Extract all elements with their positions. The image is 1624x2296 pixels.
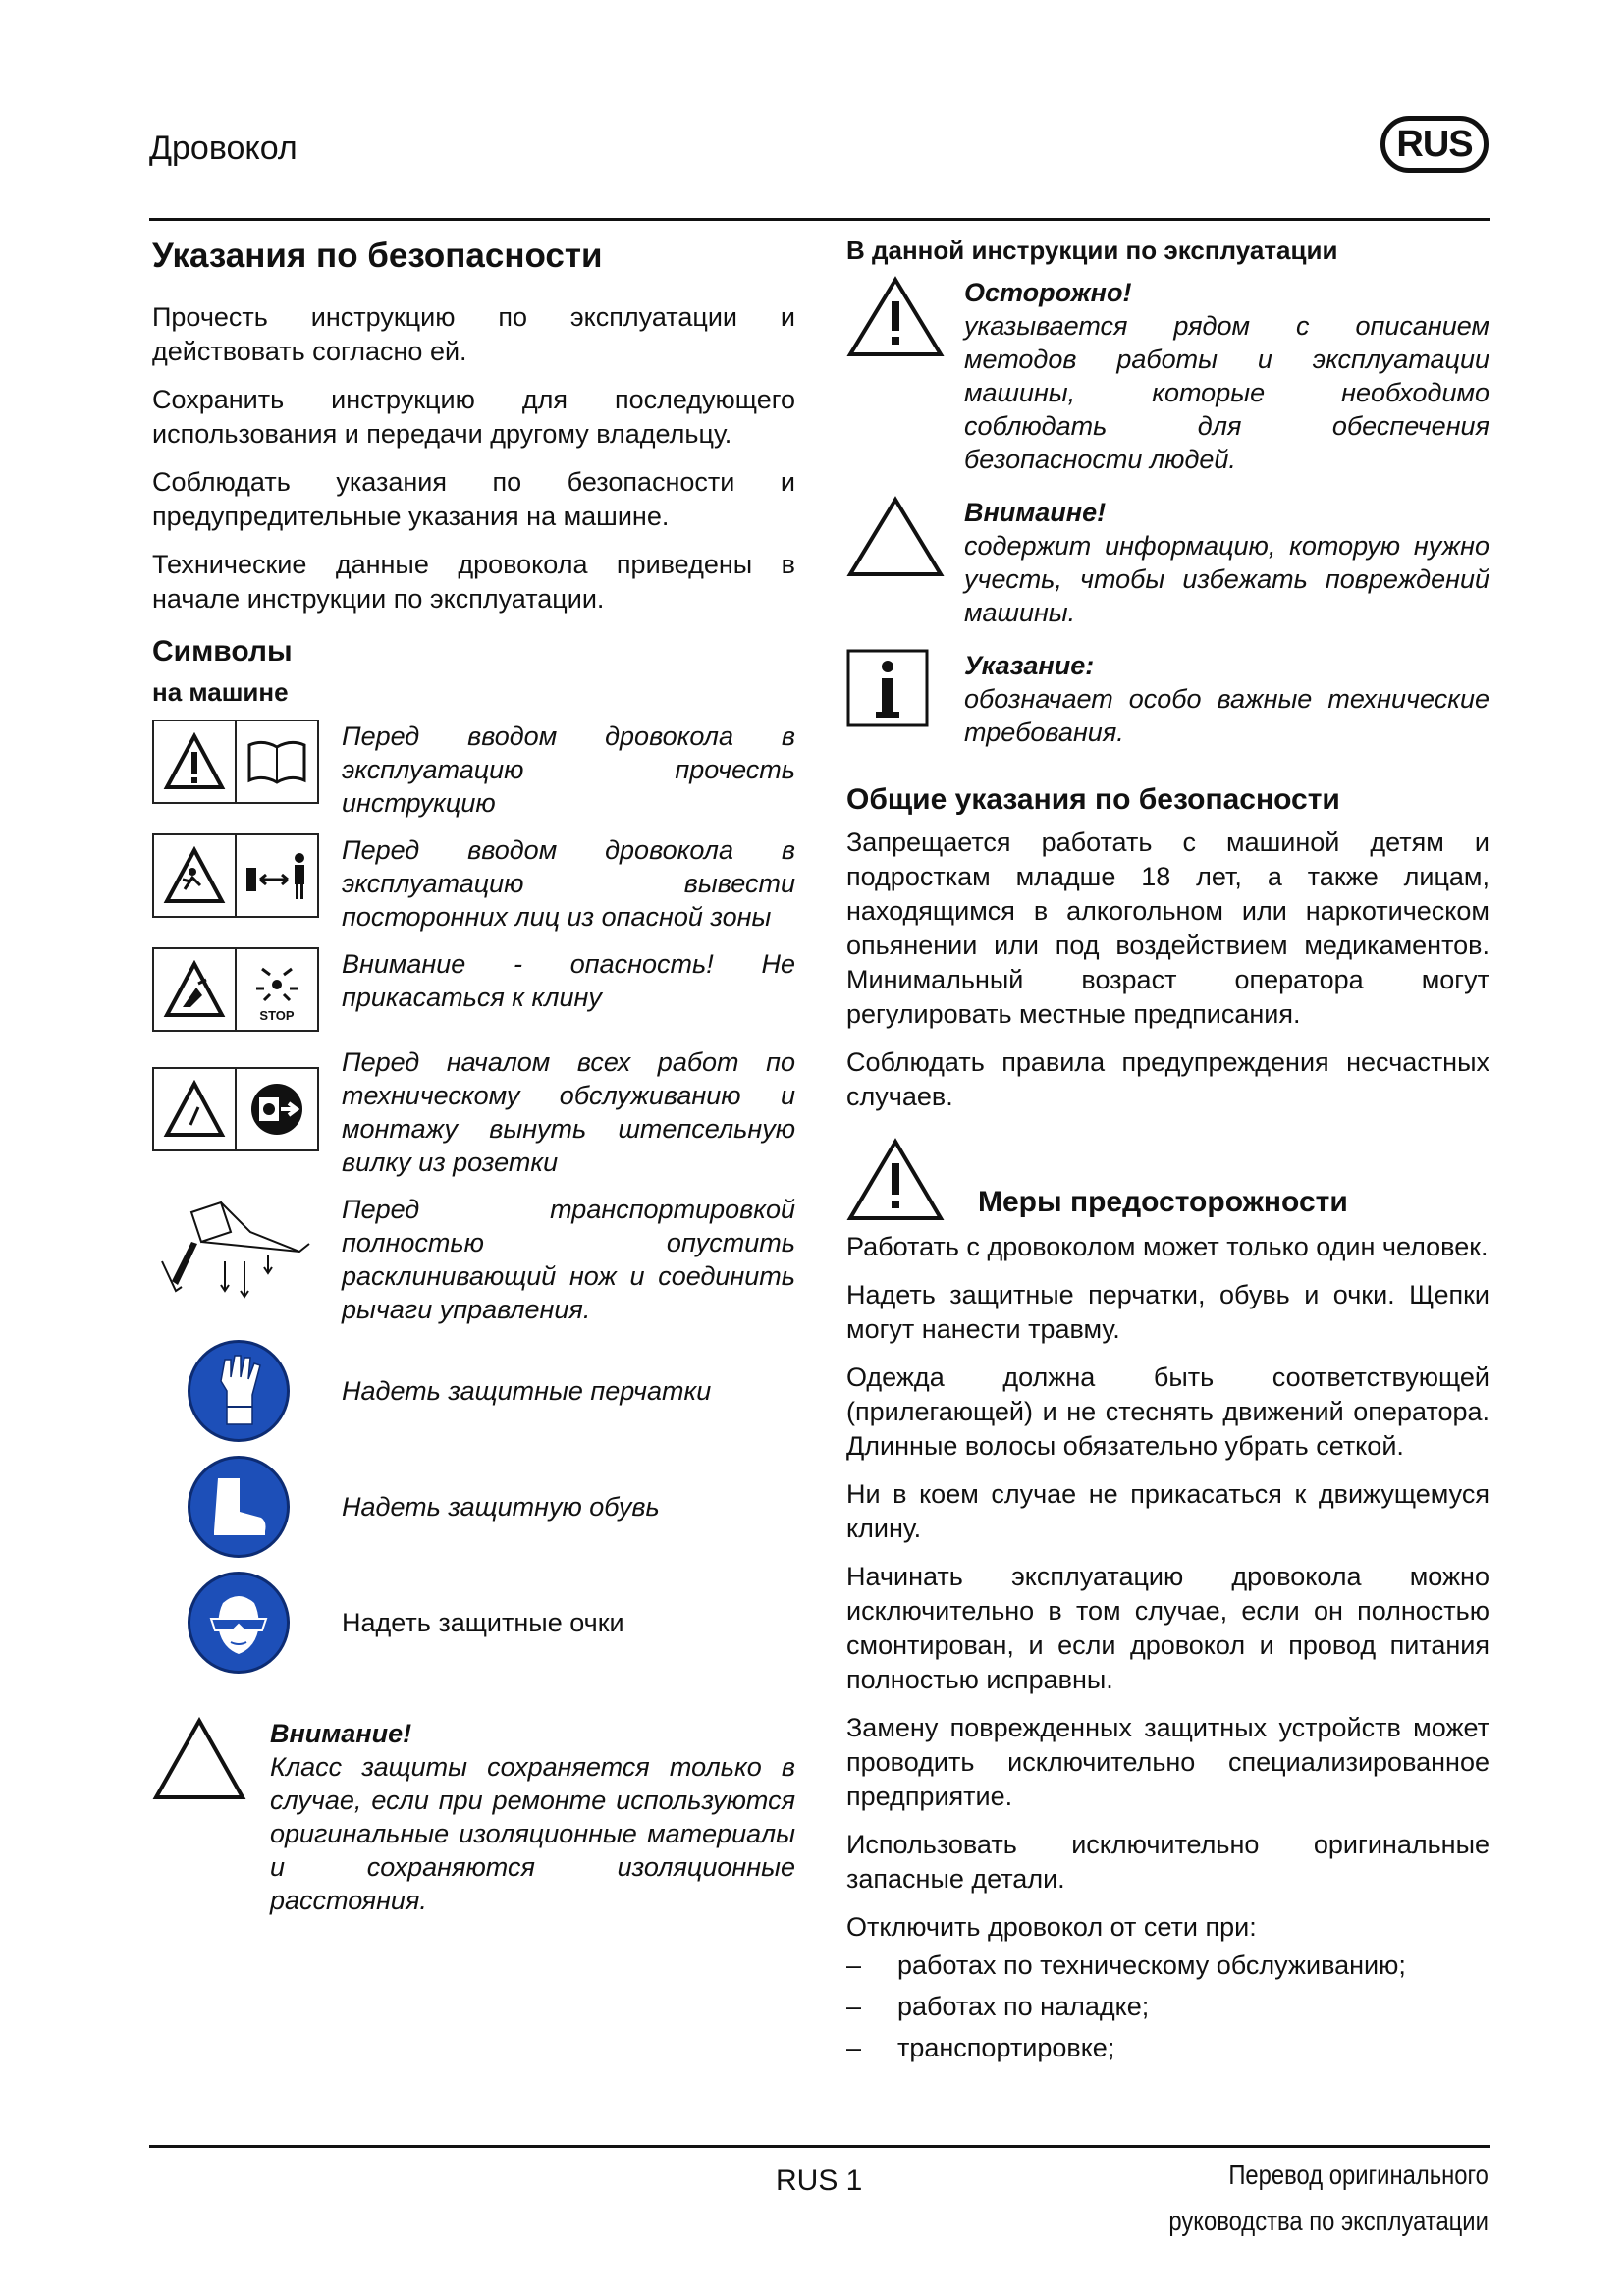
disconnect-list xyxy=(846,1949,1489,2064)
safety-glasses-icon xyxy=(188,1572,290,1674)
list-item: – работах по техническому обслуживанию; xyxy=(846,1949,1489,1982)
symbol-description: Надеть защитные перчатки xyxy=(342,1376,712,1407)
symbol-description: Перед транспортировкой полностью опустить расклинивающий нож и соединить рычаги управления. xyxy=(342,1195,795,1325)
symbol-row xyxy=(152,1045,795,1179)
precautions-heading: Меры предосторожности xyxy=(978,1186,1348,1219)
right-column xyxy=(846,236,1489,2072)
svg-text:STOP: STOP xyxy=(259,1008,295,1024)
warning-unplug-icon xyxy=(152,1067,319,1151)
warning-read-manual-icon xyxy=(152,720,319,804)
language-badge: RUS xyxy=(1380,116,1489,173)
note-text: указывается рядом с описанием методов работы и эксплуатации машины, которые необходимо соблюдать для обеспечения безопасности людей. xyxy=(964,311,1489,475)
footer-divider xyxy=(149,2145,1490,2148)
warning-do-not-touch-wedge-icon xyxy=(152,947,319,1032)
transport-position-icon xyxy=(152,1193,319,1308)
paragraph: Технические данные дровокола приведены в начале инструкции по эксплуатации. xyxy=(152,550,795,614)
note-title: Указание: xyxy=(964,651,1095,681)
symbol-row xyxy=(152,947,795,1032)
symbols-heading: Символы xyxy=(152,635,293,667)
info-icon xyxy=(846,649,929,727)
document-title: Дровокол xyxy=(149,130,298,167)
page-number: RUS 1 xyxy=(776,2164,863,2197)
paragraph: Запрещается работать с машиной детям и подросткам младше 18 лет, а также лицам, находящимся в алкогольном или наркотическом опьянении или под воздействием медикаментов. Минимальный возраст оператора могут регулировать местные предписания. xyxy=(846,828,1489,1030)
safety-boots-icon xyxy=(188,1456,290,1558)
attention-text: Класс защиты сохраняется только в случае, если при ремонте используются оригинальные изоляционные материалы и сохраняются изоляционные расстояния. xyxy=(270,1752,795,1916)
symbol-description: Надеть защитные очки xyxy=(342,1608,624,1638)
attention-icon xyxy=(846,496,945,578)
paragraph: Отключить дровокол от сети при: xyxy=(846,1912,1257,1943)
paragraph: Прочесть инструкцию по эксплуатации и действовать согласно ей. xyxy=(152,302,795,366)
symbol-description: Перед вводом дровокола в эксплуатацию прочесть инструкцию xyxy=(342,721,795,819)
caution-note xyxy=(846,276,1489,476)
attention-triangle-icon xyxy=(152,1717,246,1801)
general-safety-heading: Общие указания по безопасности xyxy=(846,783,1340,817)
attention-note xyxy=(846,496,1489,629)
intro-heading: В данной инструкции по эксплуатации xyxy=(846,236,1338,265)
symbol-row xyxy=(152,1340,795,1442)
info-note xyxy=(846,649,1489,749)
note-text: содержит информацию, которую нужно учесть, чтобы избежать повреждений машины. xyxy=(964,531,1489,628)
symbol-description: Перед вводом дровокола в эксплуатацию вывести посторонних лиц из опасной зоны xyxy=(342,835,795,933)
attention-note xyxy=(152,1717,795,1917)
paragraph: Начинать эксплуатацию дровокола можно исключительно в том случае, если он полностью смонтирован, и если дровокол и провод питания полностью исправны. xyxy=(846,1562,1489,1695)
header-divider xyxy=(149,218,1490,221)
note-text: обозначает особо важные технические требования. xyxy=(964,684,1489,748)
translation-note xyxy=(1169,2152,1489,2244)
warning-keep-away-icon xyxy=(152,833,319,918)
symbol-description: Внимание - опасность! Не прикасаться к клину xyxy=(342,949,795,1013)
paragraph: Соблюдать правила предупреждения несчастных случаев. xyxy=(846,1047,1489,1112)
paragraph: Использовать исключительно оригинальные запасные детали. xyxy=(846,1830,1489,1895)
symbol-row xyxy=(152,1193,795,1326)
symbol-row xyxy=(152,1456,795,1558)
precautions-header xyxy=(846,1138,1489,1222)
note-title: Осторожно! xyxy=(964,278,1132,308)
symbol-row xyxy=(152,720,795,820)
paragraph: Работать с дровоколом может только один человек. xyxy=(846,1232,1489,1262)
paragraph: Замену поврежденных защитных устройств может проводить исключительно специализированное предприятие. xyxy=(846,1713,1489,1812)
paragraph: Надеть защитные перчатки, обувь и очки. Щепки могут нанести травму. xyxy=(846,1280,1489,1345)
paragraph: Соблюдать указания по безопасности и предупредительные указания на машине. xyxy=(152,467,795,531)
symbol-row xyxy=(152,1572,795,1674)
caution-icon xyxy=(846,1138,945,1222)
translation-line: Перевод оригинального xyxy=(1228,2160,1489,2190)
symbol-description: Перед началом всех работ по техническому обслуживанию и монтажу вынуть штепсельную вилку из розетки xyxy=(342,1047,795,1178)
symbol-description: Надеть защитную обувь xyxy=(342,1492,660,1522)
left-column xyxy=(152,236,795,1937)
symbol-row xyxy=(152,833,795,934)
safety-heading: Указания по безопасности xyxy=(152,237,603,275)
symbols-subheading: на машине xyxy=(152,677,289,707)
list-item: – транспортировке; xyxy=(846,2031,1489,2064)
gloves-icon xyxy=(188,1340,290,1442)
paragraph: Ни в коем случае не прикасаться к движущемуся клину. xyxy=(846,1479,1489,1544)
list-item: – работах по наладке; xyxy=(846,1990,1489,2023)
translation-line: руководства по эксплуатации xyxy=(1168,2206,1489,2236)
caution-icon xyxy=(846,276,945,358)
attention-title: Внимание! xyxy=(270,1719,412,1749)
paragraph: Одежда должна быть соответствующей (прилегающей) и не стеснять движений оператора. Длинные волосы обязательно убрать сеткой. xyxy=(846,1362,1489,1462)
note-title: Внимаине! xyxy=(964,498,1107,528)
paragraph: Сохранить инструкцию для последующего использования и передачи другому владельцу. xyxy=(152,385,795,449)
